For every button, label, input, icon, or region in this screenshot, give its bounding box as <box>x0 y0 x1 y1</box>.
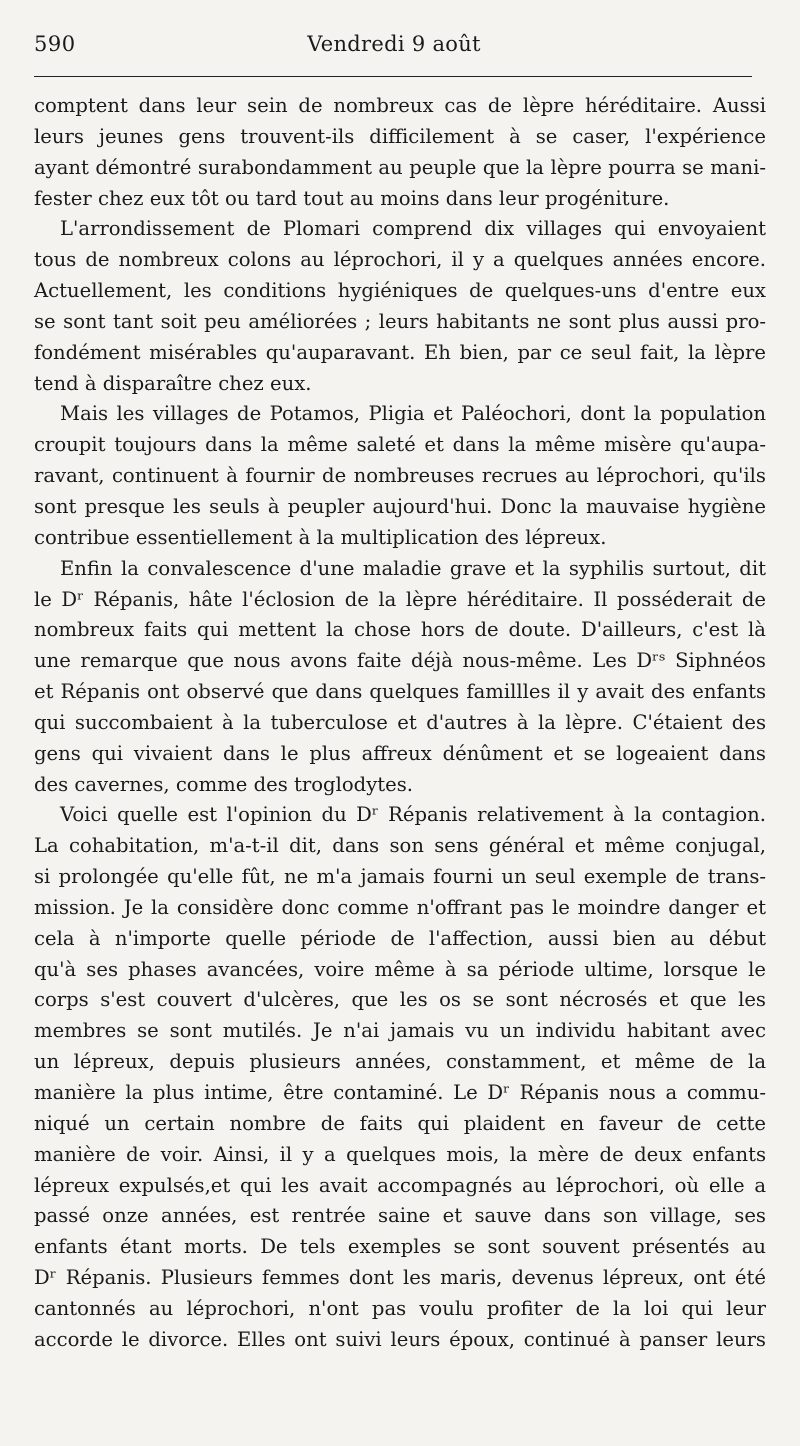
text-line: ayant démontré surabondamment au peuple que la lèpre pourra se mani- <box>34 155 766 179</box>
text-line: des cavernes, comme des troglodytes. <box>34 772 414 796</box>
text-line: sont presque les seuls à peupler aujourd'hui. Donc la mauvaise hygiène <box>34 494 766 518</box>
text-line: leurs jeunes gens trouvent-ils difficilement à se caser, l'expérience <box>34 124 766 148</box>
text-line: le Dʳ Répanis, hâte l'éclosion de la lèpre héréditaire. Il posséderait de <box>34 587 766 611</box>
text-line: ravant, continuent à fournir de nombreuses recrues au léprochori, qu'ils <box>34 464 766 488</box>
text-line: Dʳ Répanis. Plusieurs femmes dont les maris, devenus lépreux, ont été <box>34 1266 766 1290</box>
body-text <box>34 91 766 1356</box>
text-line: accorde le divorce. Elles ont suivi leurs époux, continué à panser leurs <box>34 1327 766 1351</box>
text-line: comptent dans leur sein de nombreux cas de lèpre héréditaire. Aussi <box>34 94 766 117</box>
text-line: mission. Je la considère donc comme n'offrant pas le moindre danger et <box>34 895 766 919</box>
text-line: L'arrondissement de Plomari comprend dix villages qui envoyaient <box>60 217 766 241</box>
text-line: qu'à ses phases avancées, voire même à sa période ultime, lorsque le <box>34 957 766 981</box>
text-line: niqué un certain nombre de faits qui plaident en faveur de cette <box>34 1111 766 1135</box>
text-line: enfants étant morts. De tels exemples se sont souvent présentés au <box>34 1235 766 1259</box>
text-line: cela à n'importe quelle période de l'affection, aussi bien au début <box>34 926 766 950</box>
text-line: membres se sont mutilés. Je n'ai jamais vu un individu habitant avec <box>34 1019 766 1043</box>
text-line: contribue essentiellement à la multiplication des lépreux. <box>34 525 607 549</box>
running-head <box>34 32 754 62</box>
text-line: corps s'est couvert d'ulcères, que les os se sont nécrosés et que les <box>34 988 766 1012</box>
text-line: si prolongée qu'elle fût, ne m'a jamais fourni un seul exemple de trans- <box>34 865 766 889</box>
text-line: nombreux faits qui mettent la chose hors de doute. D'ailleurs, c'est là <box>34 618 766 642</box>
text-line: Mais les villages de Potamos, Pligia et Paléochori, dont la population <box>60 402 766 426</box>
text-line: fondément misérables qu'auparavant. Eh bien, par ce seul fait, la lèpre <box>34 340 766 364</box>
running-title: Vendredi 9 août <box>307 32 481 56</box>
text-line: manière la plus intime, être contaminé. Le Dʳ Répanis nous a commu- <box>34 1081 766 1104</box>
text-line: tend à disparaître chez eux. <box>34 371 312 395</box>
text-line: passé onze années, est rentrée saine et sauve dans son village, ses <box>34 1204 766 1228</box>
text-line: lépreux expulsés,et qui les avait accompagnés au léprochori, où elle a <box>34 1173 766 1197</box>
page-number: 590 <box>34 32 76 56</box>
text-line: cantonnés au léprochori, n'ont pas voulu profiter de la loi qui leur <box>34 1296 766 1320</box>
text-line: manière de voir. Ainsi, il y a quelques mois, la mère de deux enfants <box>34 1142 766 1166</box>
text-line: croupit toujours dans la même saleté et dans la même misère qu'aupa- <box>34 433 766 457</box>
text-line: Enfin la convalescence d'une maladie grave et la syphilis surtout, dit <box>60 556 766 580</box>
text-line: se sont tant soit peu améliorées ; leurs habitants ne sont plus aussi pro- <box>34 309 766 333</box>
text-line: une remarque que nous avons faite déjà nous-même. Les Dʳˢ Siphnéos <box>34 649 766 673</box>
text-line: et Répanis ont observé que dans quelques famillles il y avait des enfants <box>34 680 766 704</box>
header-rule <box>34 76 752 77</box>
text-line: fester chez eux tôt ou tard tout au moins dans leur progéniture. <box>34 186 670 210</box>
text-line: qui succombaient à la tuberculose et d'autres à la lèpre. C'étaient des <box>34 710 766 734</box>
text-line: Actuellement, les conditions hygiéniques de quelques-uns d'entre eux <box>34 279 766 303</box>
text-line: La cohabitation, m'a-t-il dit, dans son sens général et même conjugal, <box>34 834 766 858</box>
text-line: un lépreux, depuis plusieurs années, constamment, et même de la <box>34 1050 766 1074</box>
text-line: tous de nombreux colons au léprochori, il y a quelques années encore. <box>34 248 766 272</box>
text-line: Voici quelle est l'opinion du Dʳ Répanis relativement à la contagion. <box>60 803 766 827</box>
text-line: gens qui vivaient dans le plus affreux dénûment et se logeaient dans <box>34 741 766 765</box>
